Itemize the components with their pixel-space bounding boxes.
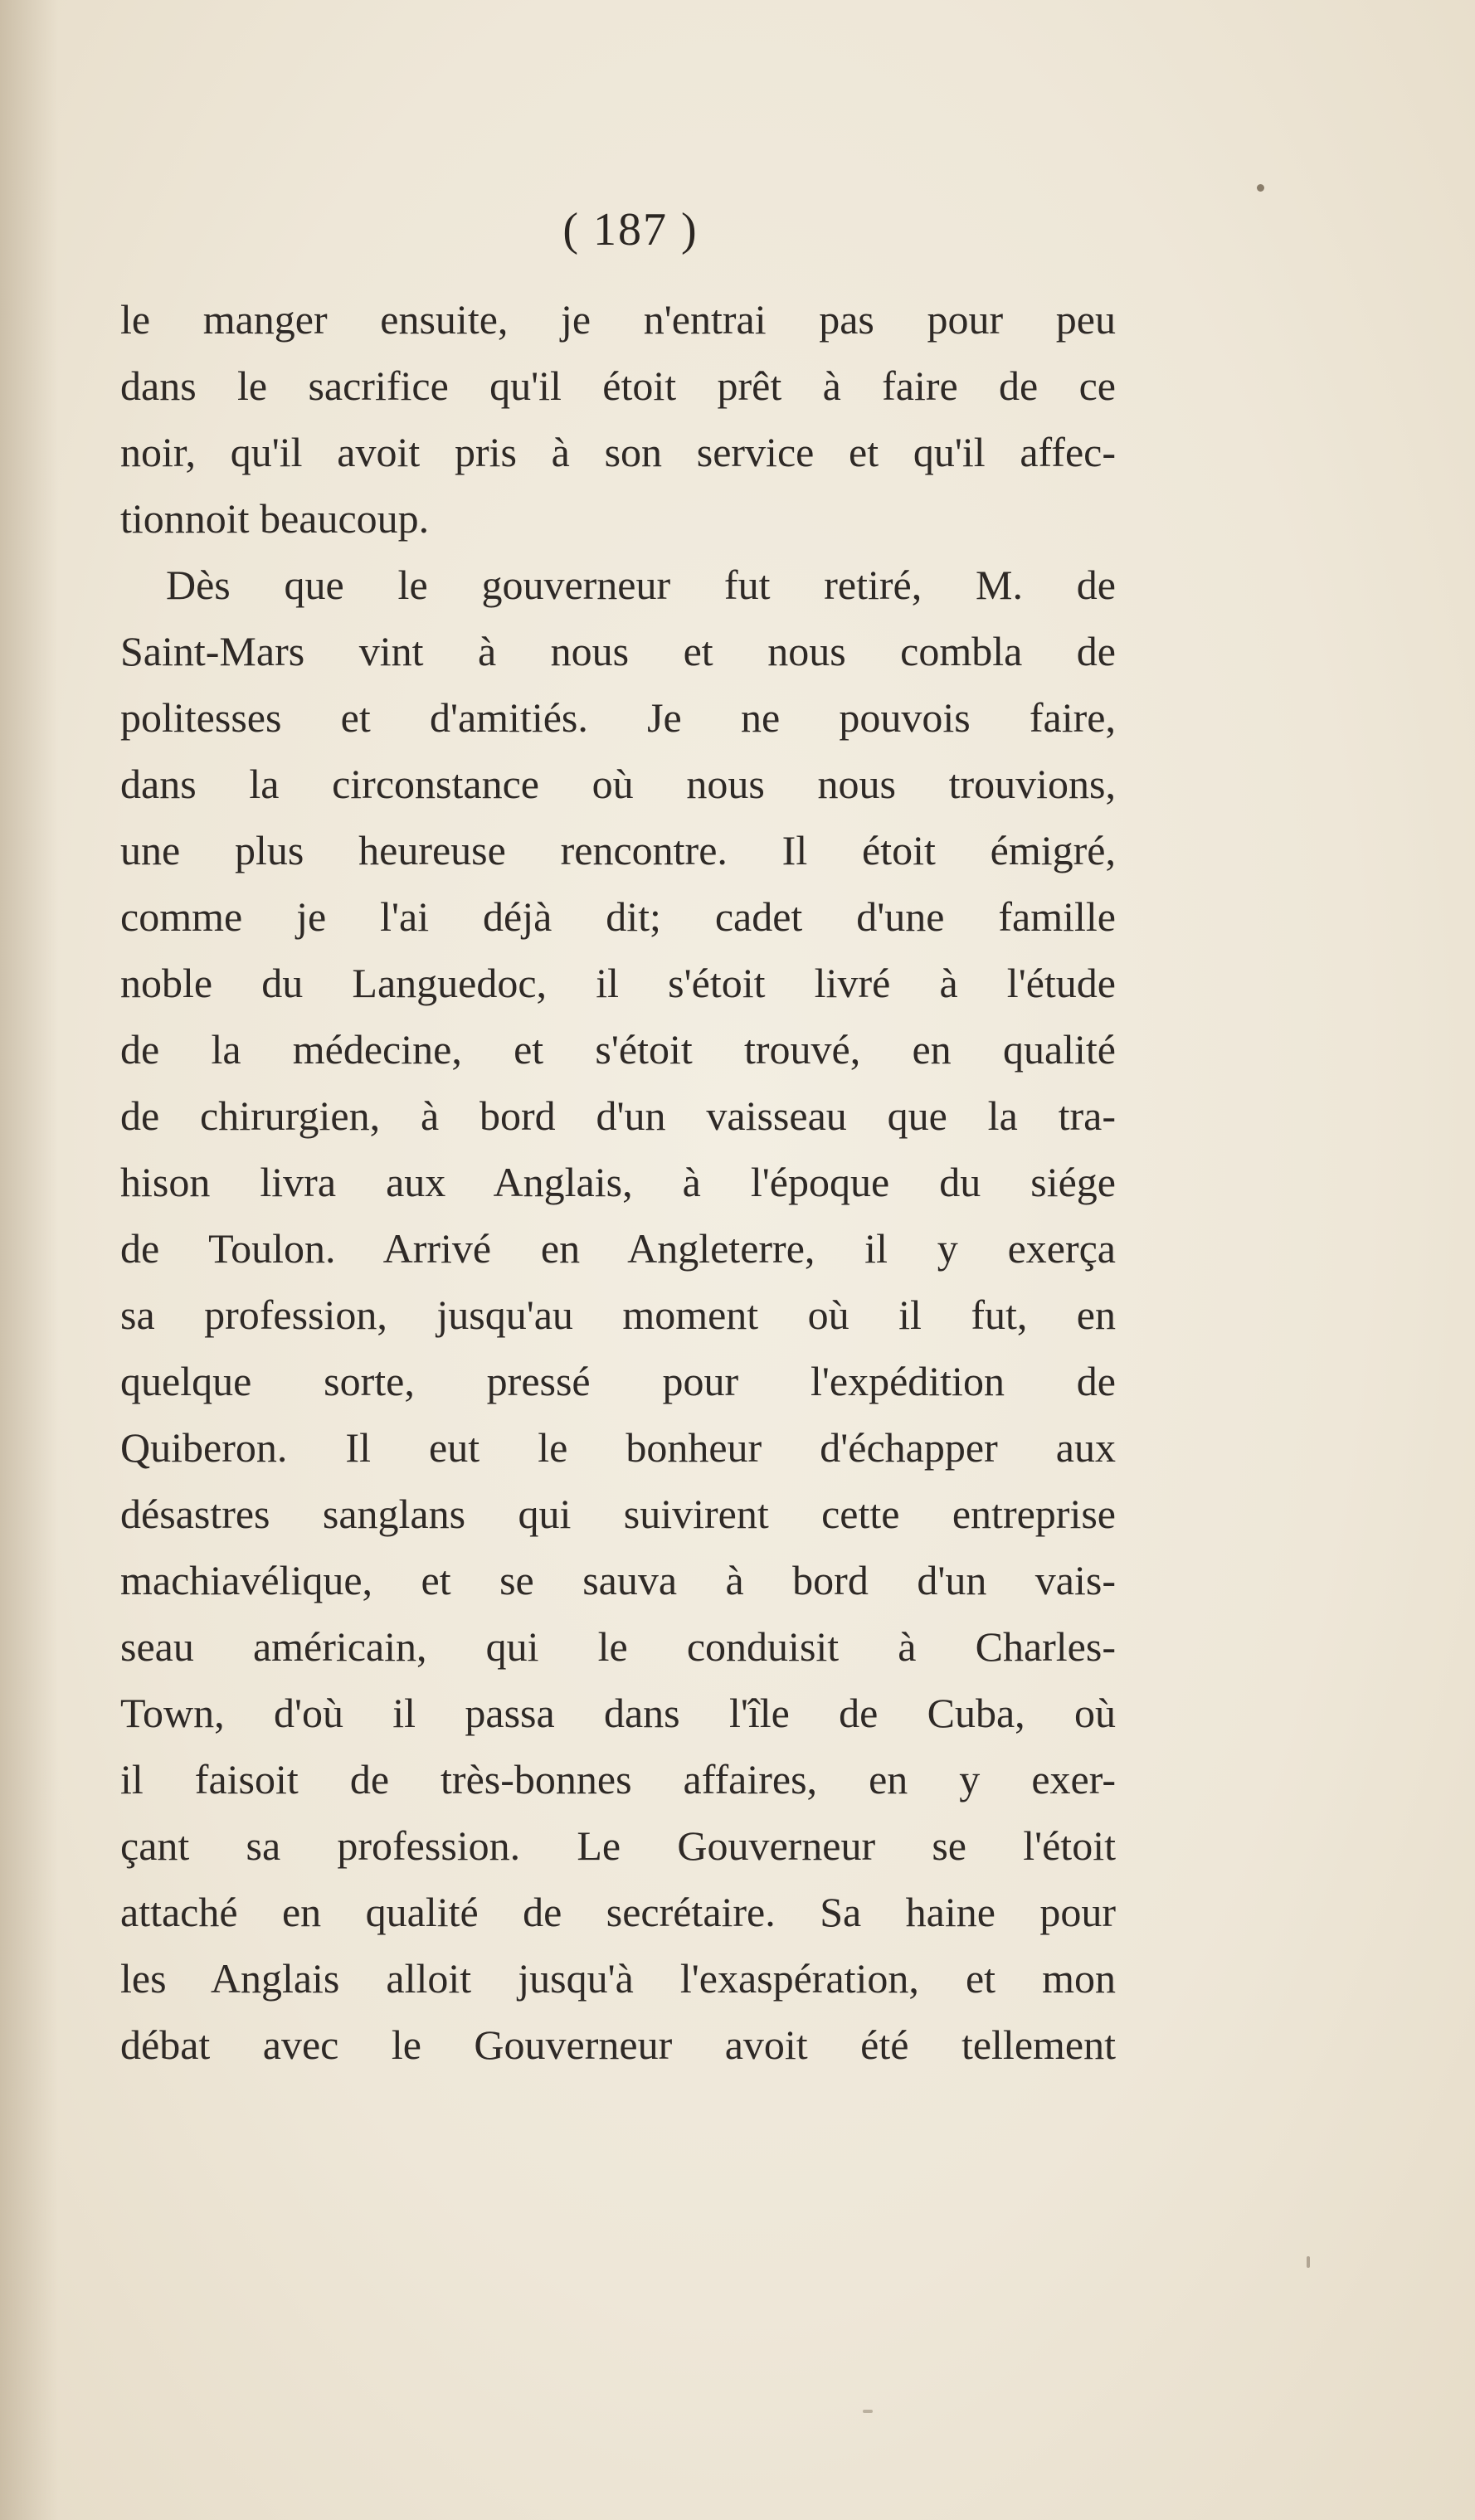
text-line: noir, qu'il avoit pris à son service et qu'il affec-: [120, 429, 1116, 475]
text-line: débat avec le Gouverneur avoit été tellement: [120, 2021, 1116, 2068]
text-line: hison livra aux Anglais, à l'époque du siége: [120, 1159, 1116, 1205]
page-number: ( 187 ): [562, 204, 699, 255]
text-line: de Toulon. Arrivé en Angleterre, il y exerça: [120, 1225, 1116, 1272]
paper-speck: [1307, 2256, 1310, 2268]
text-line: les Anglais alloit jusqu'à l'exaspération, et mon: [120, 1955, 1116, 2002]
body-text: [120, 286, 1116, 2078]
text-line: dans la circonstance où nous nous trouvions,: [120, 761, 1116, 807]
text-line: désastres sanglans qui suivirent cette entreprise: [120, 1491, 1116, 1537]
text-line: çant sa profession. Le Gouverneur se l'étoit: [120, 1822, 1116, 1869]
text-line: machiavélique, et se sauva à bord d'un vais-: [120, 1557, 1116, 1603]
text-line: Quiberon. Il eut le bonheur d'échapper aux: [120, 1424, 1116, 1471]
text-line: attaché en qualité de secrétaire. Sa haine pour: [120, 1889, 1116, 1935]
text-line: Saint-Mars vint à nous et nous combla de: [120, 628, 1116, 674]
text-line: tionnoit beaucoup.: [120, 495, 430, 542]
text-line: noble du Languedoc, il s'étoit livré à l'étude: [120, 960, 1116, 1006]
text-line: comme je l'ai déjà dit; cadet d'une famille: [120, 893, 1116, 940]
text-line: une plus heureuse rencontre. Il étoit émigré,: [120, 827, 1116, 873]
text-line: de la médecine, et s'étoit trouvé, en qualité: [120, 1026, 1116, 1073]
text-line: Town, d'où il passa dans l'île de Cuba, où: [120, 1690, 1116, 1736]
text-line: quelque sorte, pressé pour l'expédition de: [120, 1358, 1116, 1404]
paper-speck: [863, 2410, 873, 2413]
text-line: sa profession, jusqu'au moment où il fut, en: [120, 1292, 1116, 1338]
text-line: dans le sacrifice qu'il étoit prêt à faire de ce: [120, 362, 1116, 409]
text-line: seau américain, qui le conduisit à Charles-: [120, 1623, 1116, 1670]
text-line: il faisoit de très-bonnes affaires, en y exer-: [120, 1756, 1116, 1802]
paper-speck: [1257, 184, 1264, 192]
text-line: politesses et d'amitiés. Je ne pouvois faire,: [120, 694, 1116, 741]
text-line: de chirurgien, à bord d'un vaisseau que la tra-: [120, 1092, 1116, 1139]
text-line: le manger ensuite, je n'entrai pas pour peu: [120, 296, 1116, 343]
text-line: Dès que le gouverneur fut retiré, M. de: [166, 562, 1116, 608]
page-edge-shadow: [0, 0, 58, 2520]
